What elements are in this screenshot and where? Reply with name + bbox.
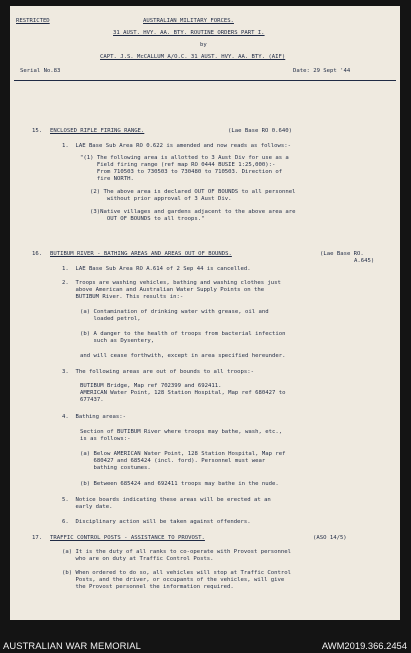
section-16-line: and will cease forthwith, except in area specified hereunder. [80, 353, 286, 359]
section-16-number: 16. [32, 251, 43, 257]
section-16-line: 4. Bathing areas:- [62, 414, 126, 420]
section-16-line: (a) Contamination of drinking water with grease, oil and [80, 309, 269, 315]
section-16-line: loaded petrol, [80, 316, 141, 322]
section-17-line: who are on duty at Traffic Control Posts. [62, 556, 214, 562]
section-17-line: (b) When ordered to do so, all vehicles will stop at Traffic Control [62, 570, 292, 576]
section-17-heading: TRAFFIC CONTROL POSTS - ASSISTANCE TO PROVOST. [50, 535, 205, 541]
section-16-line: early date. [62, 504, 113, 510]
issuing-officer: CAPT. J.S. McCALLUM A/O.C. 31 AUST. HVY. AA. BTY. (AIF) [100, 54, 286, 60]
section-16-line: (a) Below AMERICAN Water Point, 128 Station Hospital, Map ref [80, 451, 286, 457]
section-15-heading: ENCLOSED RIFLE FIRING RANGE. [50, 128, 145, 134]
section-16-line: such as Dysentery, [80, 338, 155, 344]
accession-number: AWM2019.366.2454 [321, 640, 407, 651]
section-16-line: is as follows:- [80, 436, 131, 442]
section-16-line: 677437. [80, 397, 104, 403]
section-16-line: above American and Australian Water Supply Points on the [62, 287, 265, 293]
section-15-line: without prior approval of 3 Aust Div. [90, 196, 232, 202]
section-17-line: the Provost personnel the information required. [62, 584, 234, 590]
institution-label: AUSTRALIAN WAR MEMORIAL [3, 640, 141, 651]
section-15-line: OUT OF BOUNDS to all troops." [90, 216, 205, 222]
document-page [10, 6, 400, 620]
section-16-line: (b) A danger to the health of troops from bacterial infection [80, 331, 286, 337]
document-subtitle: 31 AUST. HVY. AA. BTY. ROUTINE ORDERS PART I. [113, 30, 265, 36]
section-16-heading: BUTIBUM RIVER - BATHING AREAS AND AREAS OUT OF BOUNDS. [50, 251, 232, 257]
section-16-line: 6. Disciplinary action will be taken against offenders. [62, 519, 251, 525]
order-date: Date: 29 Sept '44 [293, 68, 351, 74]
by-line: by [200, 42, 207, 48]
restricted-marking: RESTRICTED [16, 18, 50, 24]
serial-number: Serial No.83 [20, 68, 61, 74]
section-16-line: Section of BUTIBUM River where troops may bathe, wash, etc., [80, 429, 283, 435]
section-15-line: 1. LAE Base Sub Area RO 0.622 is amended and now reads as follows:- [62, 143, 292, 149]
section-16-line: 5. Notice boards indicating these areas will be erected at an [62, 497, 271, 503]
header-rule [14, 80, 396, 81]
section-15-line: "(1) The following area is allotted to 3 Aust Div for use as a [80, 155, 289, 161]
section-16-line: 680427 and 685424 (incl. ford). Personnel must wear [80, 458, 266, 464]
section-16-line: AMERICAN Water Point, 128 Station Hospital, Map ref 680427 to [80, 390, 286, 396]
section-16-line: 1. LAE Base Sub Area RO A.614 of 2 Sep 44 is cancelled. [62, 266, 251, 272]
section-15-reference: (Lae Base RO 0.640) [228, 128, 292, 134]
section-15-line: Field firing range (ref map RO 0444 BUSIE 1:25,000):- [80, 162, 276, 168]
section-16-line: BUTIBUM Bridge, Map ref 702399 and 692411. [80, 383, 222, 389]
section-17-line: Posts, and the driver, or occupants of the vehicles, will give [62, 577, 285, 583]
section-16-reference: (Lae Base RO. [320, 251, 364, 257]
section-16-reference-cont: A.645) [354, 258, 375, 264]
section-15-number: 15. [32, 128, 43, 134]
section-15-line: fire NORTH. [80, 176, 134, 182]
section-16-line: bathing costumes. [80, 465, 151, 471]
section-15-line: (2) The above area is declared OUT OF BOUNDS to all personnel [90, 189, 296, 195]
section-15-line: (3)Native villages and gardens adjacent to the above area are [90, 209, 296, 215]
archive-footer [0, 620, 411, 653]
section-16-line: BUTIBUM River. This results in:- [62, 294, 184, 300]
section-17-number: 17. [32, 535, 43, 541]
section-17-reference: (ASO 14/5) [313, 535, 347, 541]
section-15-line: From 710503 to 730503 to 730480 to 710503. Direction of [80, 169, 283, 175]
section-17-line: (a) It is the duty of all ranks to co-operate with Provost personnel [62, 549, 292, 555]
section-16-line: 3. The following areas are out of bounds to all troops:- [62, 369, 254, 375]
section-16-line: 2. Troops are washing vehicles, bathing and washing clothes just [62, 280, 281, 286]
document-title: AUSTRALIAN MILITARY FORCES. [143, 18, 234, 24]
section-16-line: (b) Between 685424 and 692411 troops may bathe in the nude. [80, 481, 279, 487]
